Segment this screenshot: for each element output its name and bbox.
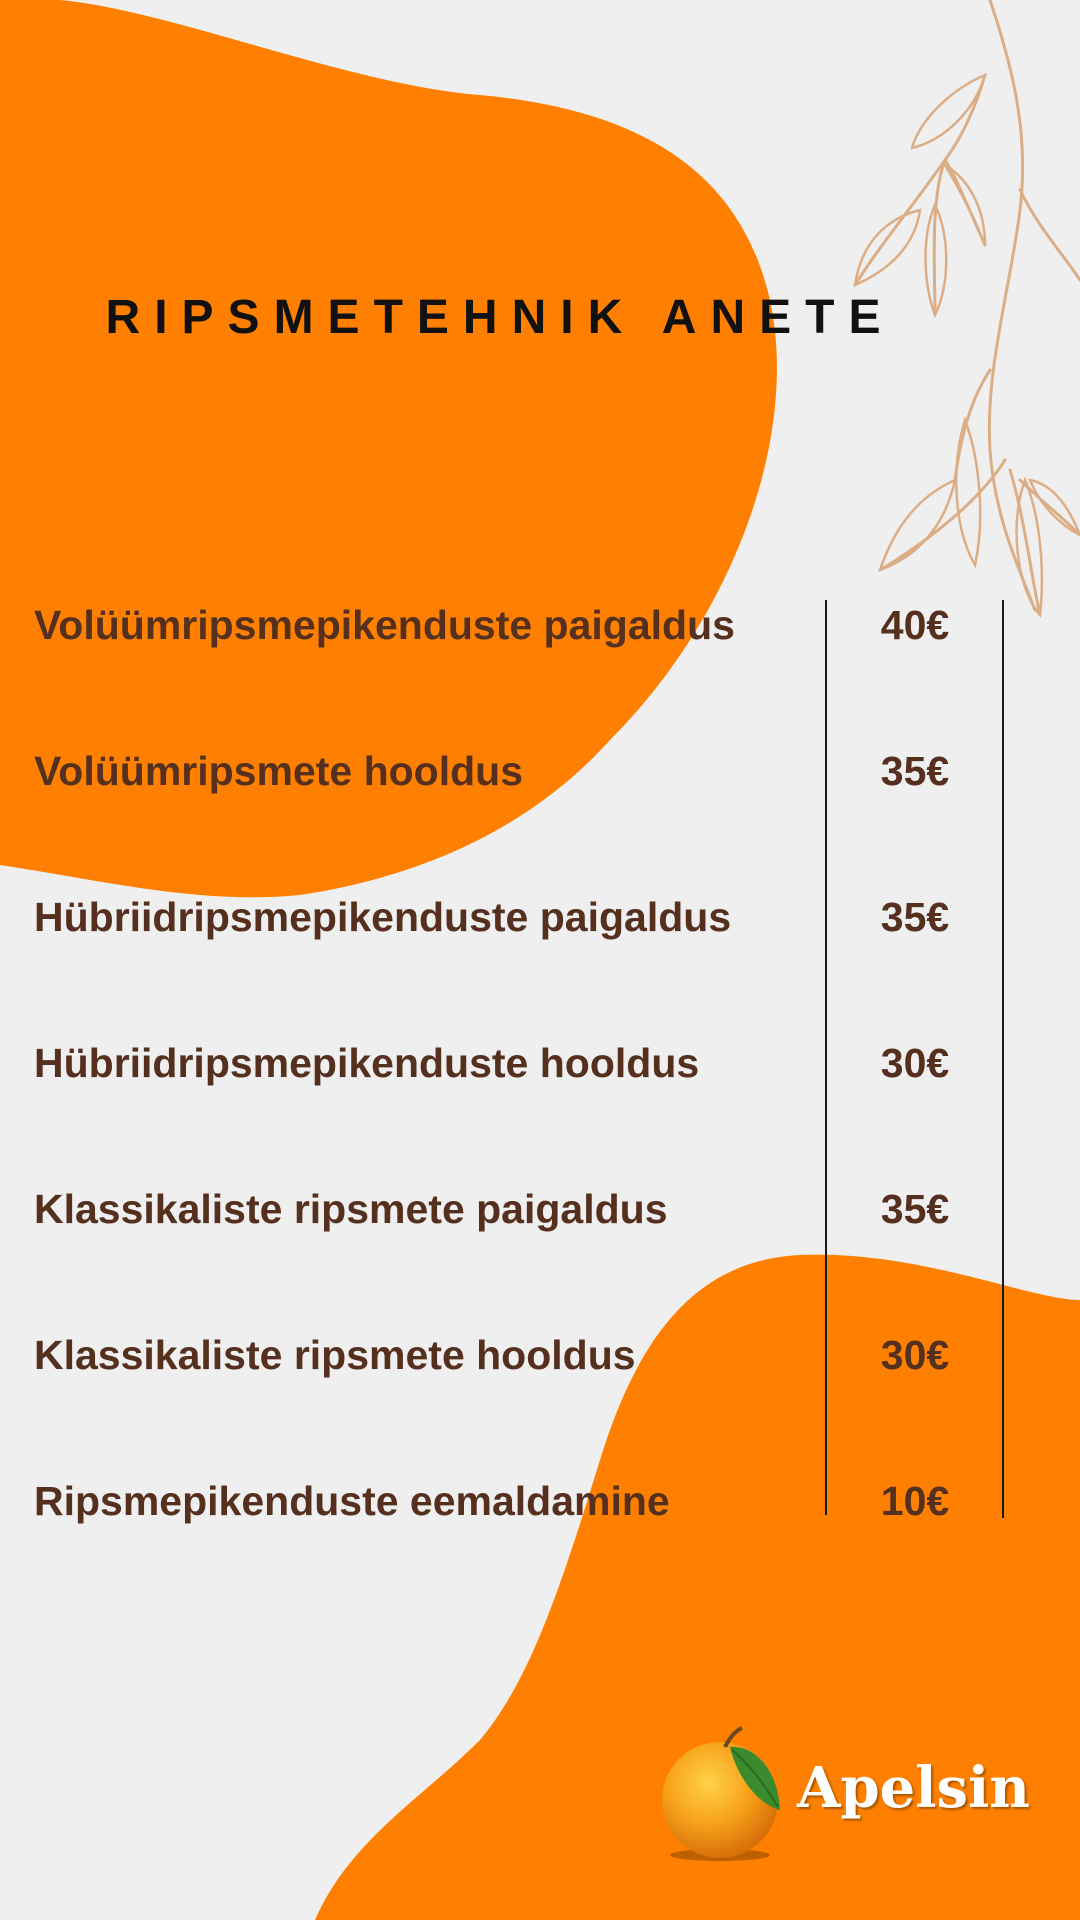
service-name: Volüümripsmepikenduste paigaldus xyxy=(34,602,735,648)
column-divider-left xyxy=(825,600,827,1515)
column-divider-right xyxy=(1002,600,1004,1518)
page-title: RIPSMETEHNIK ANETE xyxy=(105,291,895,344)
service-price: 40€ xyxy=(880,602,950,648)
brand-name: Apelsin xyxy=(797,1755,1031,1821)
service-name: Ripsmepikenduste eemaldamine xyxy=(34,1478,670,1524)
orange-fruit-icon xyxy=(660,1725,820,1865)
service-price: 35€ xyxy=(880,1186,950,1232)
service-price: 10€ xyxy=(880,1478,950,1524)
leaf-outlines xyxy=(855,75,1080,615)
service-name: Hübriidripsmepikenduste hooldus xyxy=(34,1040,700,1086)
service-price: 35€ xyxy=(880,894,950,940)
service-price: 30€ xyxy=(880,1332,950,1378)
service-name: Hübriidripsmepikenduste paigaldus xyxy=(34,894,732,940)
service-name: Klassikaliste ripsmete hooldus xyxy=(34,1332,636,1378)
service-price: 30€ xyxy=(880,1040,950,1086)
service-name: Klassikaliste ripsmete paigaldus xyxy=(34,1186,668,1232)
service-name: Volüümripsmete hooldus xyxy=(34,748,523,794)
service-price: 35€ xyxy=(880,748,950,794)
